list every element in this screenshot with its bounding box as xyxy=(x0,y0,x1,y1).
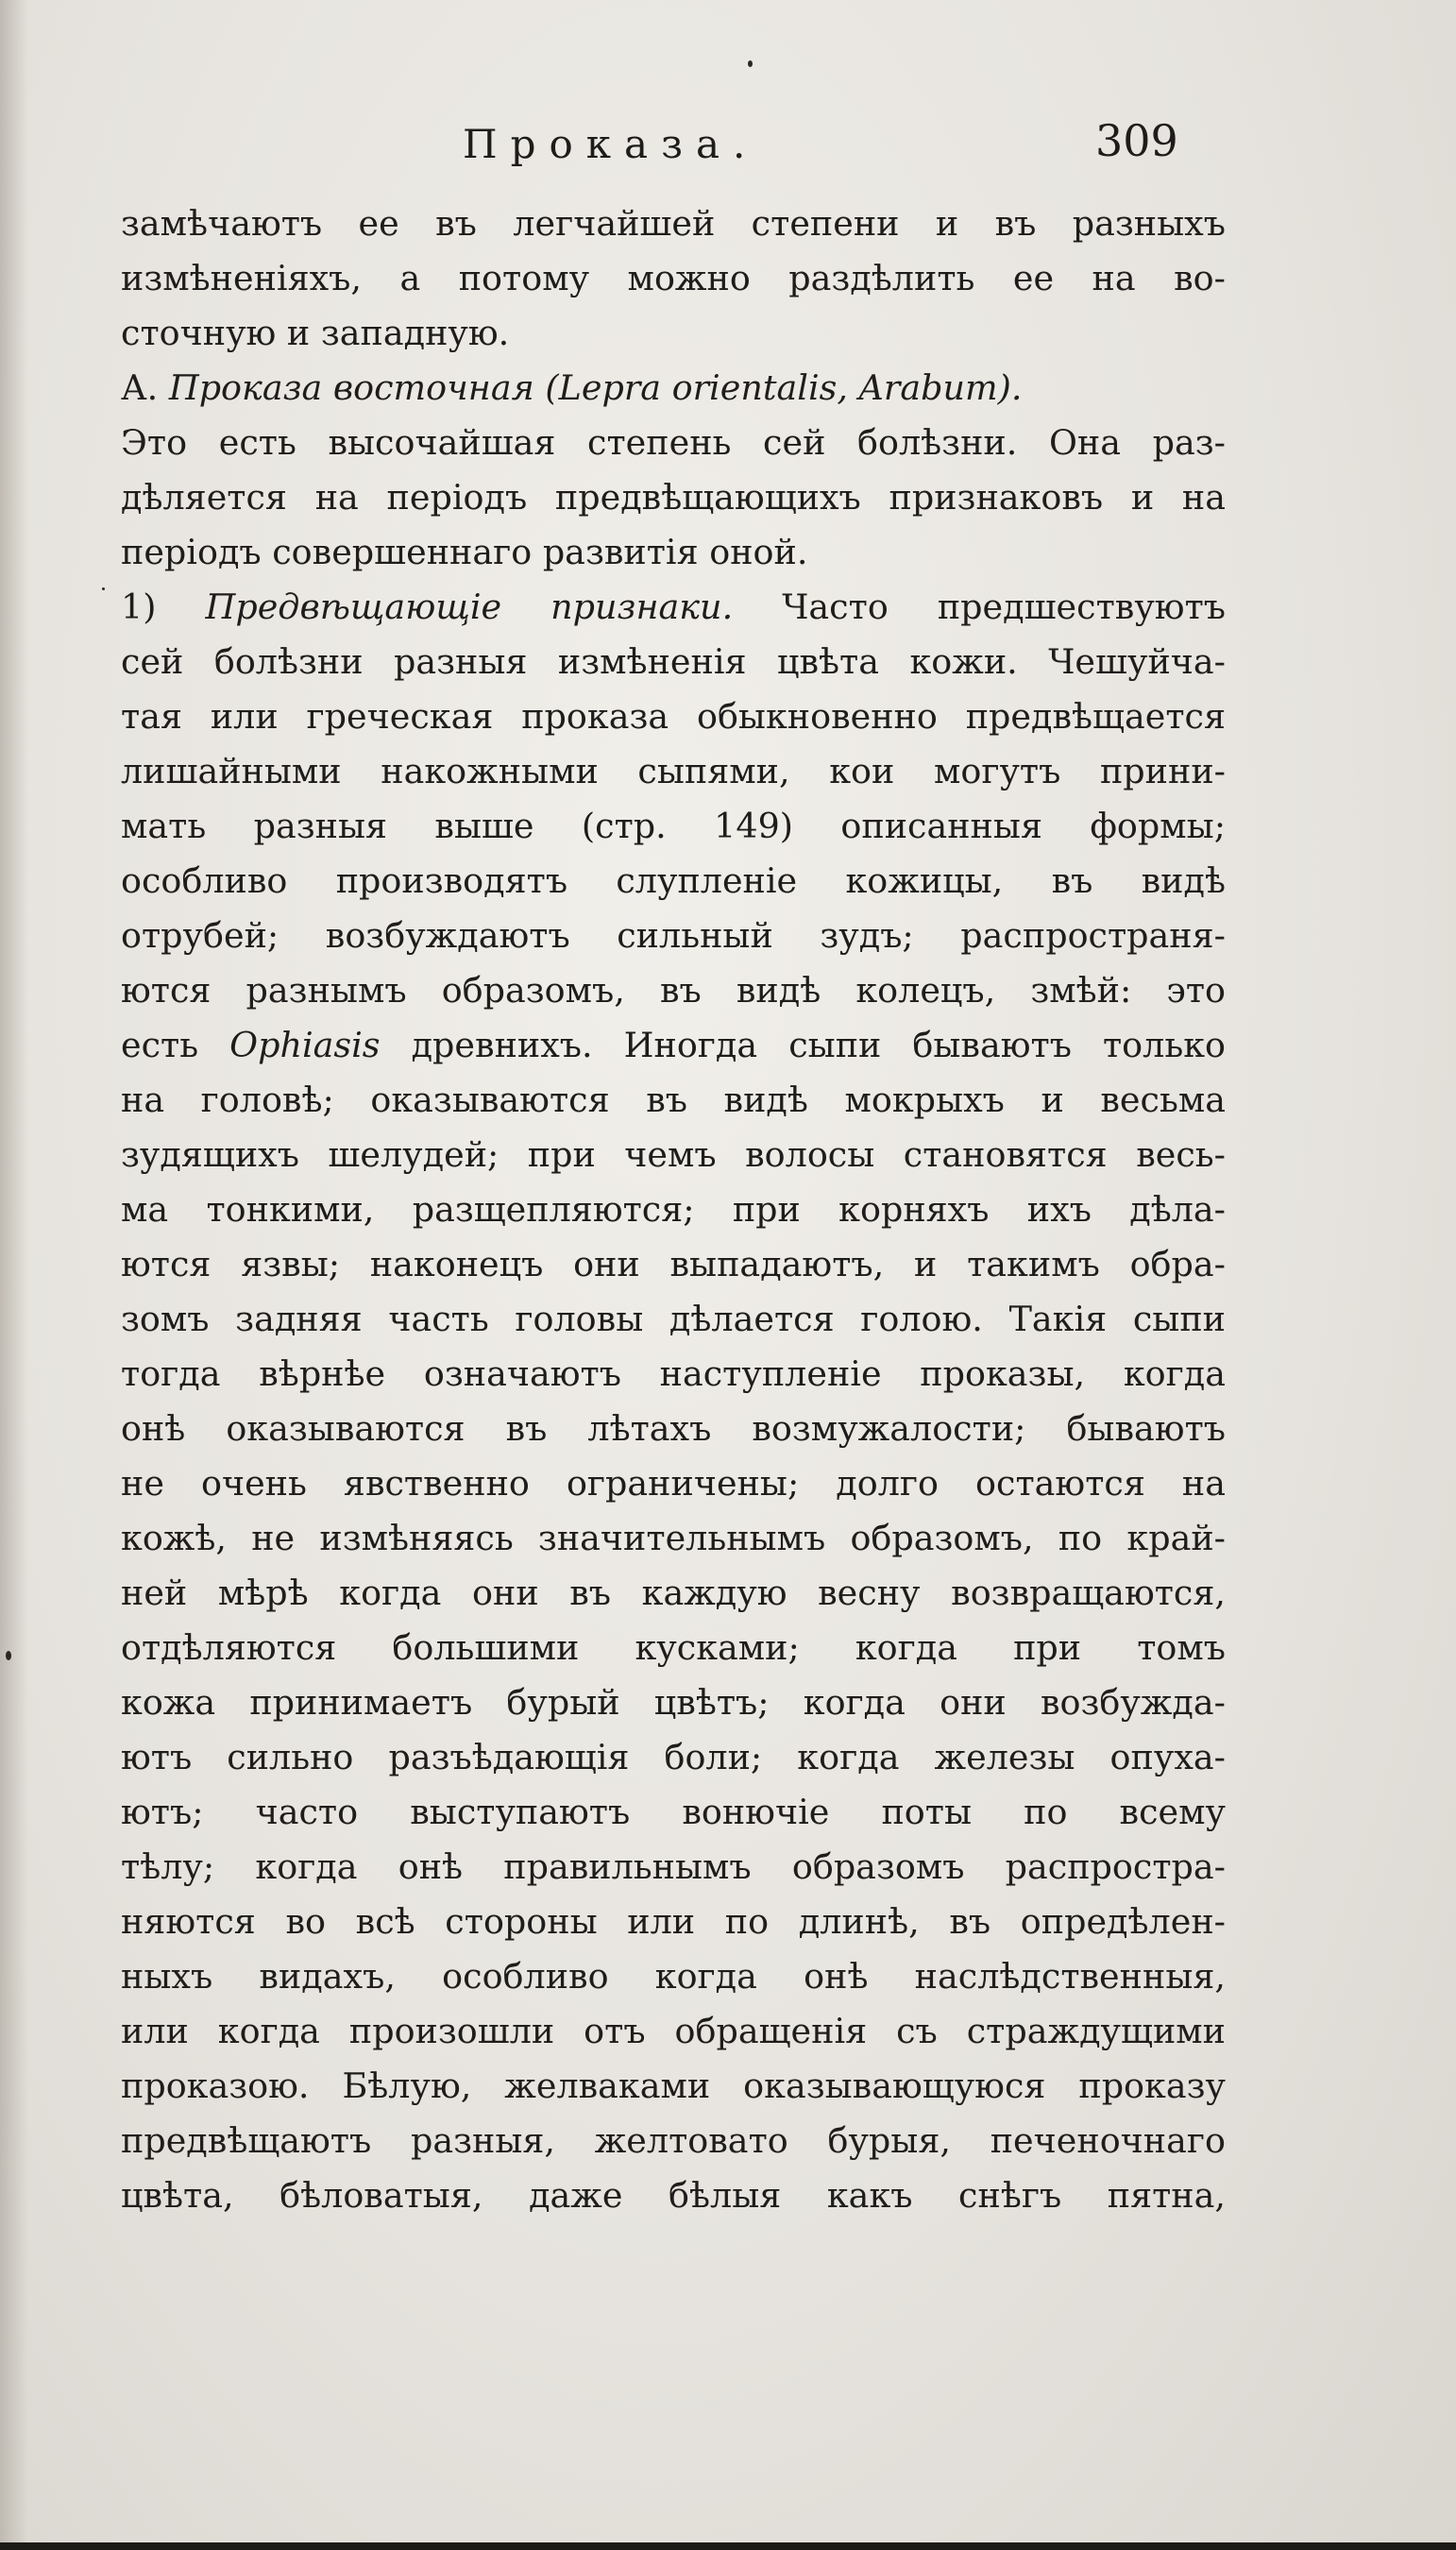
italic-phrase: Проказа восточная (Lepra orientalis, Arabum). xyxy=(168,367,1023,408)
text-line: няются во всѣ стороны или по длинѣ, въ опредѣлен- xyxy=(121,1901,1226,1942)
text-line: цвѣта, бѣловатыя, даже бѣлыя какъ снѣгъ пятна, xyxy=(121,2175,1226,2216)
gutter-shadow xyxy=(0,0,28,2550)
text-line: сей болѣзни разныя измѣненія цвѣта кожи. Чешуйча- xyxy=(121,641,1226,682)
text-line xyxy=(121,361,1226,416)
page-header xyxy=(0,115,1456,178)
text-line xyxy=(121,580,1226,635)
text-line: ней мѣрѣ когда они въ каждую весну возвращаются, xyxy=(121,1572,1226,1613)
line-suffix: Часто предшествуютъ xyxy=(733,586,1226,627)
text-line: тая или греческая проказа обыкновенно предвѣщается xyxy=(121,696,1226,737)
ink-speck xyxy=(748,60,753,67)
text-line: проказою. Бѣлую, желваками оказывающуюся проказу xyxy=(121,2066,1226,2106)
text-line: ма тонкими, разщепляются; при корняхъ ихъ дѣла- xyxy=(121,1189,1226,1230)
text-line: мать разныя выше (стр. 149) описанныя формы; xyxy=(121,806,1226,846)
text-line: отрубей; возбуждаютъ сильный зудъ; распространя- xyxy=(121,915,1226,956)
italic-phrase: Ophiasis xyxy=(229,1025,381,1065)
text-line: періодъ совершеннаго развитія оной. xyxy=(121,532,808,572)
text-line: ютъ сильно разъѣдающія боли; когда железы опуха- xyxy=(121,1737,1226,1777)
italic-phrase: Предвѣщающіе признаки. xyxy=(205,586,734,627)
text-line: зомъ задняя часть головы дѣлается голою. Такія сыпи xyxy=(121,1299,1226,1339)
text-line: тѣлу; когда онѣ правильнымъ образомъ распростра- xyxy=(121,1846,1226,1887)
text-line: зудящихъ шелудей; при чемъ волосы становятся весь- xyxy=(121,1134,1226,1175)
text-line: предвѣщаютъ разныя, желтовато бурыя, печеночнаго xyxy=(121,2120,1226,2161)
ink-speck xyxy=(102,587,105,590)
text-line: ютъ; часто выступаютъ вонючіе поты по всему xyxy=(121,1792,1226,1832)
text-line: особливо производятъ слупленіе кожицы, въ видѣ xyxy=(121,860,1226,901)
text-line: замѣчаютъ ее въ легчайшей степени и въ разныхъ xyxy=(121,203,1226,244)
line-prefix: А. xyxy=(121,367,169,408)
text-line: кожѣ, не измѣняясь значительнымъ образомъ, по край- xyxy=(121,1518,1226,1558)
text-line: лишайными накожными сыпями, кои могутъ прини- xyxy=(121,751,1226,791)
text-line: ются разнымъ образомъ, въ видѣ колецъ, змѣй: это xyxy=(121,970,1226,1011)
text-line: ются язвы; наконецъ они выпадаютъ, и такимъ обра- xyxy=(121,1244,1226,1284)
text-line: ныхъ видахъ, особливо когда онѣ наслѣдственныя, xyxy=(121,1956,1226,1997)
text-line: тогда вѣрнѣе означаютъ наступленіе проказы, когда xyxy=(121,1353,1226,1394)
ink-speck xyxy=(6,1651,11,1660)
page-bottom-edge xyxy=(0,2542,1456,2550)
page-number: 309 xyxy=(1095,115,1178,166)
line-suffix: древнихъ. Иногда сыпи бываютъ только xyxy=(380,1025,1226,1065)
body-text xyxy=(121,196,1226,2223)
line-prefix: есть xyxy=(121,1025,230,1065)
text-line: измѣненіяхъ, а потому можно раздѣлить ее на во- xyxy=(121,258,1226,298)
text-line xyxy=(121,1018,1226,1073)
text-line: не очень явственно ограничены; долго остаются на xyxy=(121,1463,1226,1504)
text-line: сточную и западную. xyxy=(121,313,510,353)
text-line: дѣляется на періодъ предвѣщающихъ признаковъ и на xyxy=(121,477,1226,518)
text-line: на головѣ; оказываются въ видѣ мокрыхъ и весьма xyxy=(121,1080,1226,1120)
running-title: Проказа. xyxy=(463,121,759,167)
text-line: онѣ оказываются въ лѣтахъ возмужалости; бываютъ xyxy=(121,1408,1226,1449)
line-prefix: 1) xyxy=(121,586,206,627)
text-line: отдѣляются большими кусками; когда при томъ xyxy=(121,1627,1226,1668)
text-line: или когда произошли отъ обращенія съ страждущими xyxy=(121,2011,1226,2051)
text-line: Это есть высочайшая степень сей болѣзни. Она раз- xyxy=(121,422,1226,463)
text-line: кожа принимаетъ бурый цвѣтъ; когда они возбужда- xyxy=(121,1682,1226,1723)
